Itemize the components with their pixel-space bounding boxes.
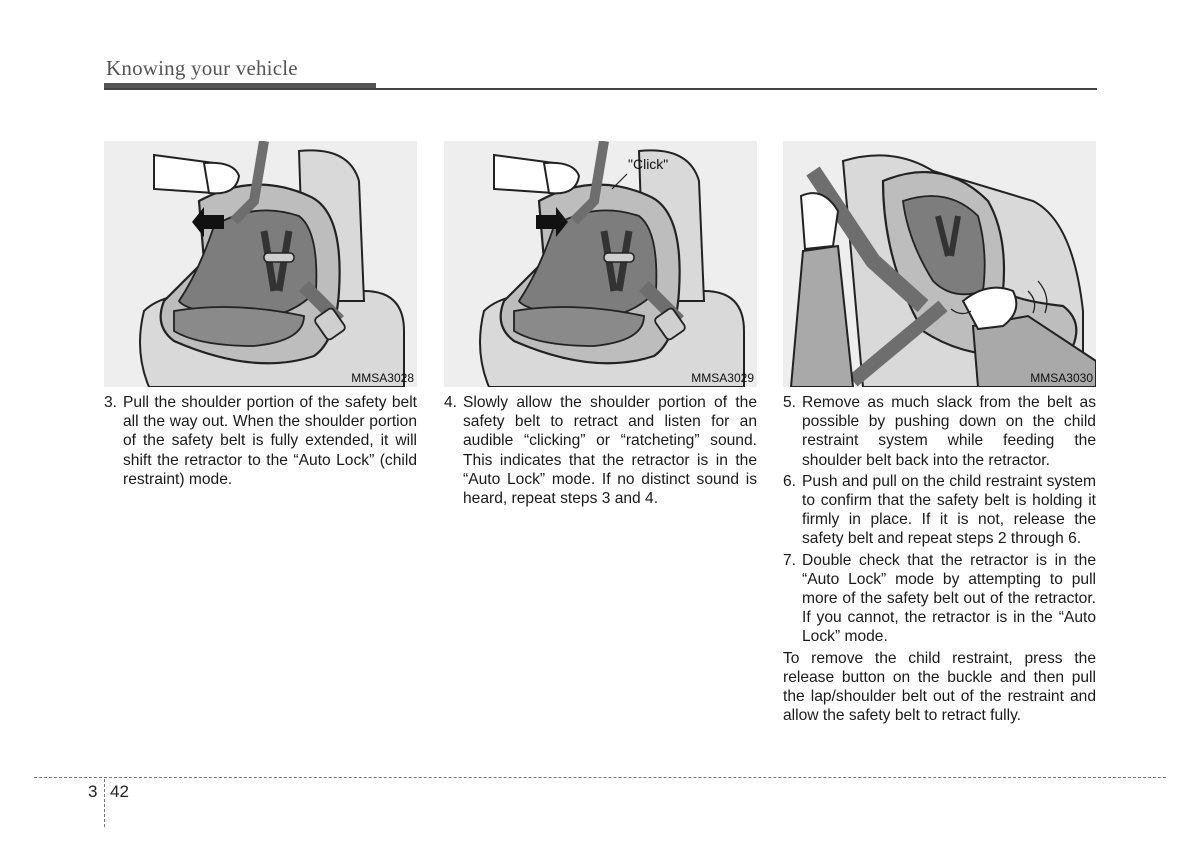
page-header-title: Knowing your vehicle <box>106 56 298 80</box>
step-number: 3. <box>104 394 118 411</box>
instruction-column-3 <box>783 393 1096 725</box>
click-callout: "Click" <box>628 156 669 172</box>
removal-note: To remove the child restraint, press the release button on the buckle and then pull the lap/shoulder belt out of the restraint and allow the safety belt to retract fully. <box>783 649 1096 725</box>
step-number: 7. <box>783 551 797 569</box>
instruction-step <box>783 393 1096 470</box>
footer-divider <box>104 779 105 827</box>
figure-pull-belt-out <box>104 141 417 387</box>
instruction-step <box>104 393 417 489</box>
step-text: Slowly allow the shoulder portion of the safety belt to retract and listen for an audible “clicking” or “ratcheting” sound. This indicates that the retractor is in the “Auto Lock” mode. If no distinct sound is heard, repeat steps 3 and 4. <box>463 394 757 508</box>
page-number: 42 <box>110 782 129 801</box>
footer-rule <box>34 777 1166 778</box>
instruction-column-1 <box>104 393 417 489</box>
step-number: 5. <box>783 394 797 411</box>
child-seat-pull-illustration <box>104 141 417 387</box>
child-seat-push-illustration <box>783 141 1096 387</box>
instruction-step <box>783 551 1096 647</box>
figure-remove-slack <box>783 141 1096 387</box>
step-text: Remove as much slack from the belt as possible by pushing down on the child restraint system while feeding the shoulder belt back into the retractor. <box>802 394 1096 469</box>
step-number: 4. <box>444 394 458 411</box>
step-text: Push and pull on the child restraint system to confirm that the safety belt is holding it firmly in place. If it is not, release the safety belt and repeat steps 2 through 6. <box>802 472 1096 548</box>
figure-code: MMSA3030 <box>1030 371 1093 385</box>
header-rule <box>104 88 1097 90</box>
figure-code: MMSA3029 <box>691 371 754 385</box>
instruction-step <box>444 393 757 508</box>
instruction-column-2 <box>444 393 757 508</box>
instruction-step <box>783 472 1096 549</box>
step-text: Double check that the retractor is in the “Auto Lock” mode by attempting to pull more of the safety belt out of the retractor. If you cannot, the retractor is in the “Auto Lock” mode. <box>802 551 1096 646</box>
step-number: 6. <box>783 472 797 490</box>
chapter-number: 3 <box>88 782 98 801</box>
figure-code: MMSA3028 <box>351 371 414 385</box>
figure-belt-retract <box>444 141 757 387</box>
child-seat-retract-illustration <box>444 141 757 387</box>
step-text: Pull the shoulder portion of the safety belt all the way out. When the shoulder portion of the safety belt is fully extended, it will shift the retractor to the “Auto Lock” (child restraint) mode. <box>123 394 417 488</box>
